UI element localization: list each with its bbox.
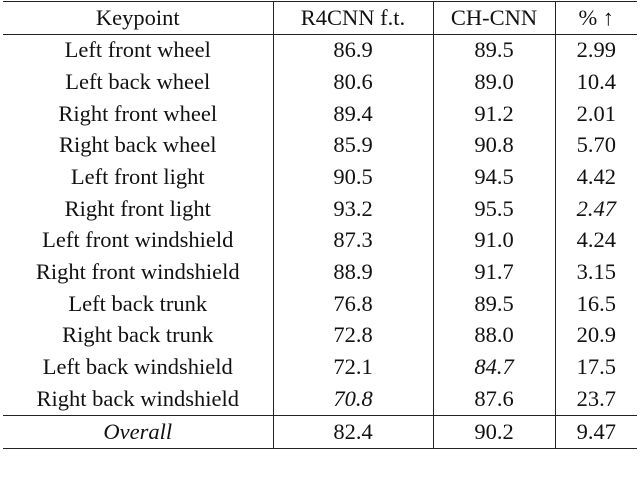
table-header-row [3,2,637,35]
table-row [3,34,637,66]
pct-cell: 16.5 [555,288,637,320]
overall-row [3,415,637,448]
chcnn-cell: 89.5 [433,34,555,66]
r4cnn-cell: 72.1 [273,352,433,384]
chcnn-cell: 89.0 [433,66,555,98]
keypoint-cell: Left back windshield [42,354,233,380]
chcnn-cell: 84.7 [433,352,555,384]
r4cnn-cell: 89.4 [273,98,433,130]
r4cnn-cell: 70.8 [273,383,433,415]
r4cnn-cell: 93.2 [273,193,433,225]
r4cnn-cell: 80.6 [273,66,433,98]
r4cnn-cell: 90.5 [273,161,433,193]
table-row [3,257,637,289]
r4cnn-cell: 72.8 [273,320,433,352]
r4cnn-cell: 87.3 [273,225,433,257]
r4cnn-cell: 86.9 [273,34,433,66]
keypoint-cell: Right front light [64,195,211,221]
table-row [3,383,637,415]
table-row [3,161,637,193]
pct-cell: 10.4 [555,66,637,98]
pct-cell: 23.7 [555,383,637,415]
overall-label-cell: Overall [103,418,173,444]
chcnn-cell: 95.5 [433,193,555,225]
pct-cell: 20.9 [555,320,637,352]
pct-cell: 17.5 [555,352,637,384]
table-row [3,225,637,257]
table-row [3,130,637,162]
overall-r4cnn-cell: 82.4 [273,415,433,448]
pct-cell: 2.99 [555,34,637,66]
pct-cell: 4.42 [555,161,637,193]
pct-cell: 5.70 [555,130,637,162]
table-row [3,320,637,352]
header-keypoint: Keypoint [95,4,180,30]
r4cnn-cell: 88.9 [273,257,433,289]
keypoint-cell: Right front windshield [35,259,240,285]
header-percent-improvement: % ↑ [555,2,637,35]
keypoint-cell: Right back trunk [62,322,214,348]
header-r4cnn: R4CNN f.t. [273,2,433,35]
r4cnn-cell: 76.8 [273,288,433,320]
keypoint-cell: Left front light [70,164,205,190]
chcnn-cell: 89.5 [433,288,555,320]
keypoint-cell: Left back wheel [65,68,211,94]
chcnn-cell: 87.6 [433,383,555,415]
keypoint-cell: Left back trunk [68,290,208,316]
keypoint-cell: Left front windshield [42,227,234,253]
table-row [3,193,637,225]
keypoint-cell: Right back wheel [59,132,217,158]
keypoint-results-table [3,1,637,449]
pct-cell: 4.24 [555,225,637,257]
pct-cell: 2.01 [555,98,637,130]
chcnn-cell: 91.0 [433,225,555,257]
chcnn-cell: 90.8 [433,130,555,162]
table-row [3,98,637,130]
pct-cell: 3.15 [555,257,637,289]
table-row [3,352,637,384]
table-row [3,66,637,98]
keypoint-cell: Right back windshield [36,385,239,411]
keypoint-cell: Right front wheel [58,100,218,126]
overall-chcnn-cell: 90.2 [433,415,555,448]
pct-cell: 2.47 [555,193,637,225]
keypoint-cell: Left front wheel [64,37,211,63]
r4cnn-cell: 85.9 [273,130,433,162]
chcnn-cell: 94.5 [433,161,555,193]
chcnn-cell: 91.7 [433,257,555,289]
chcnn-cell: 91.2 [433,98,555,130]
table-caption-cut [3,466,637,481]
header-chcnn: CH-CNN [433,2,555,35]
overall-pct-cell: 9.47 [555,415,637,448]
chcnn-cell: 88.0 [433,320,555,352]
table-row [3,288,637,320]
